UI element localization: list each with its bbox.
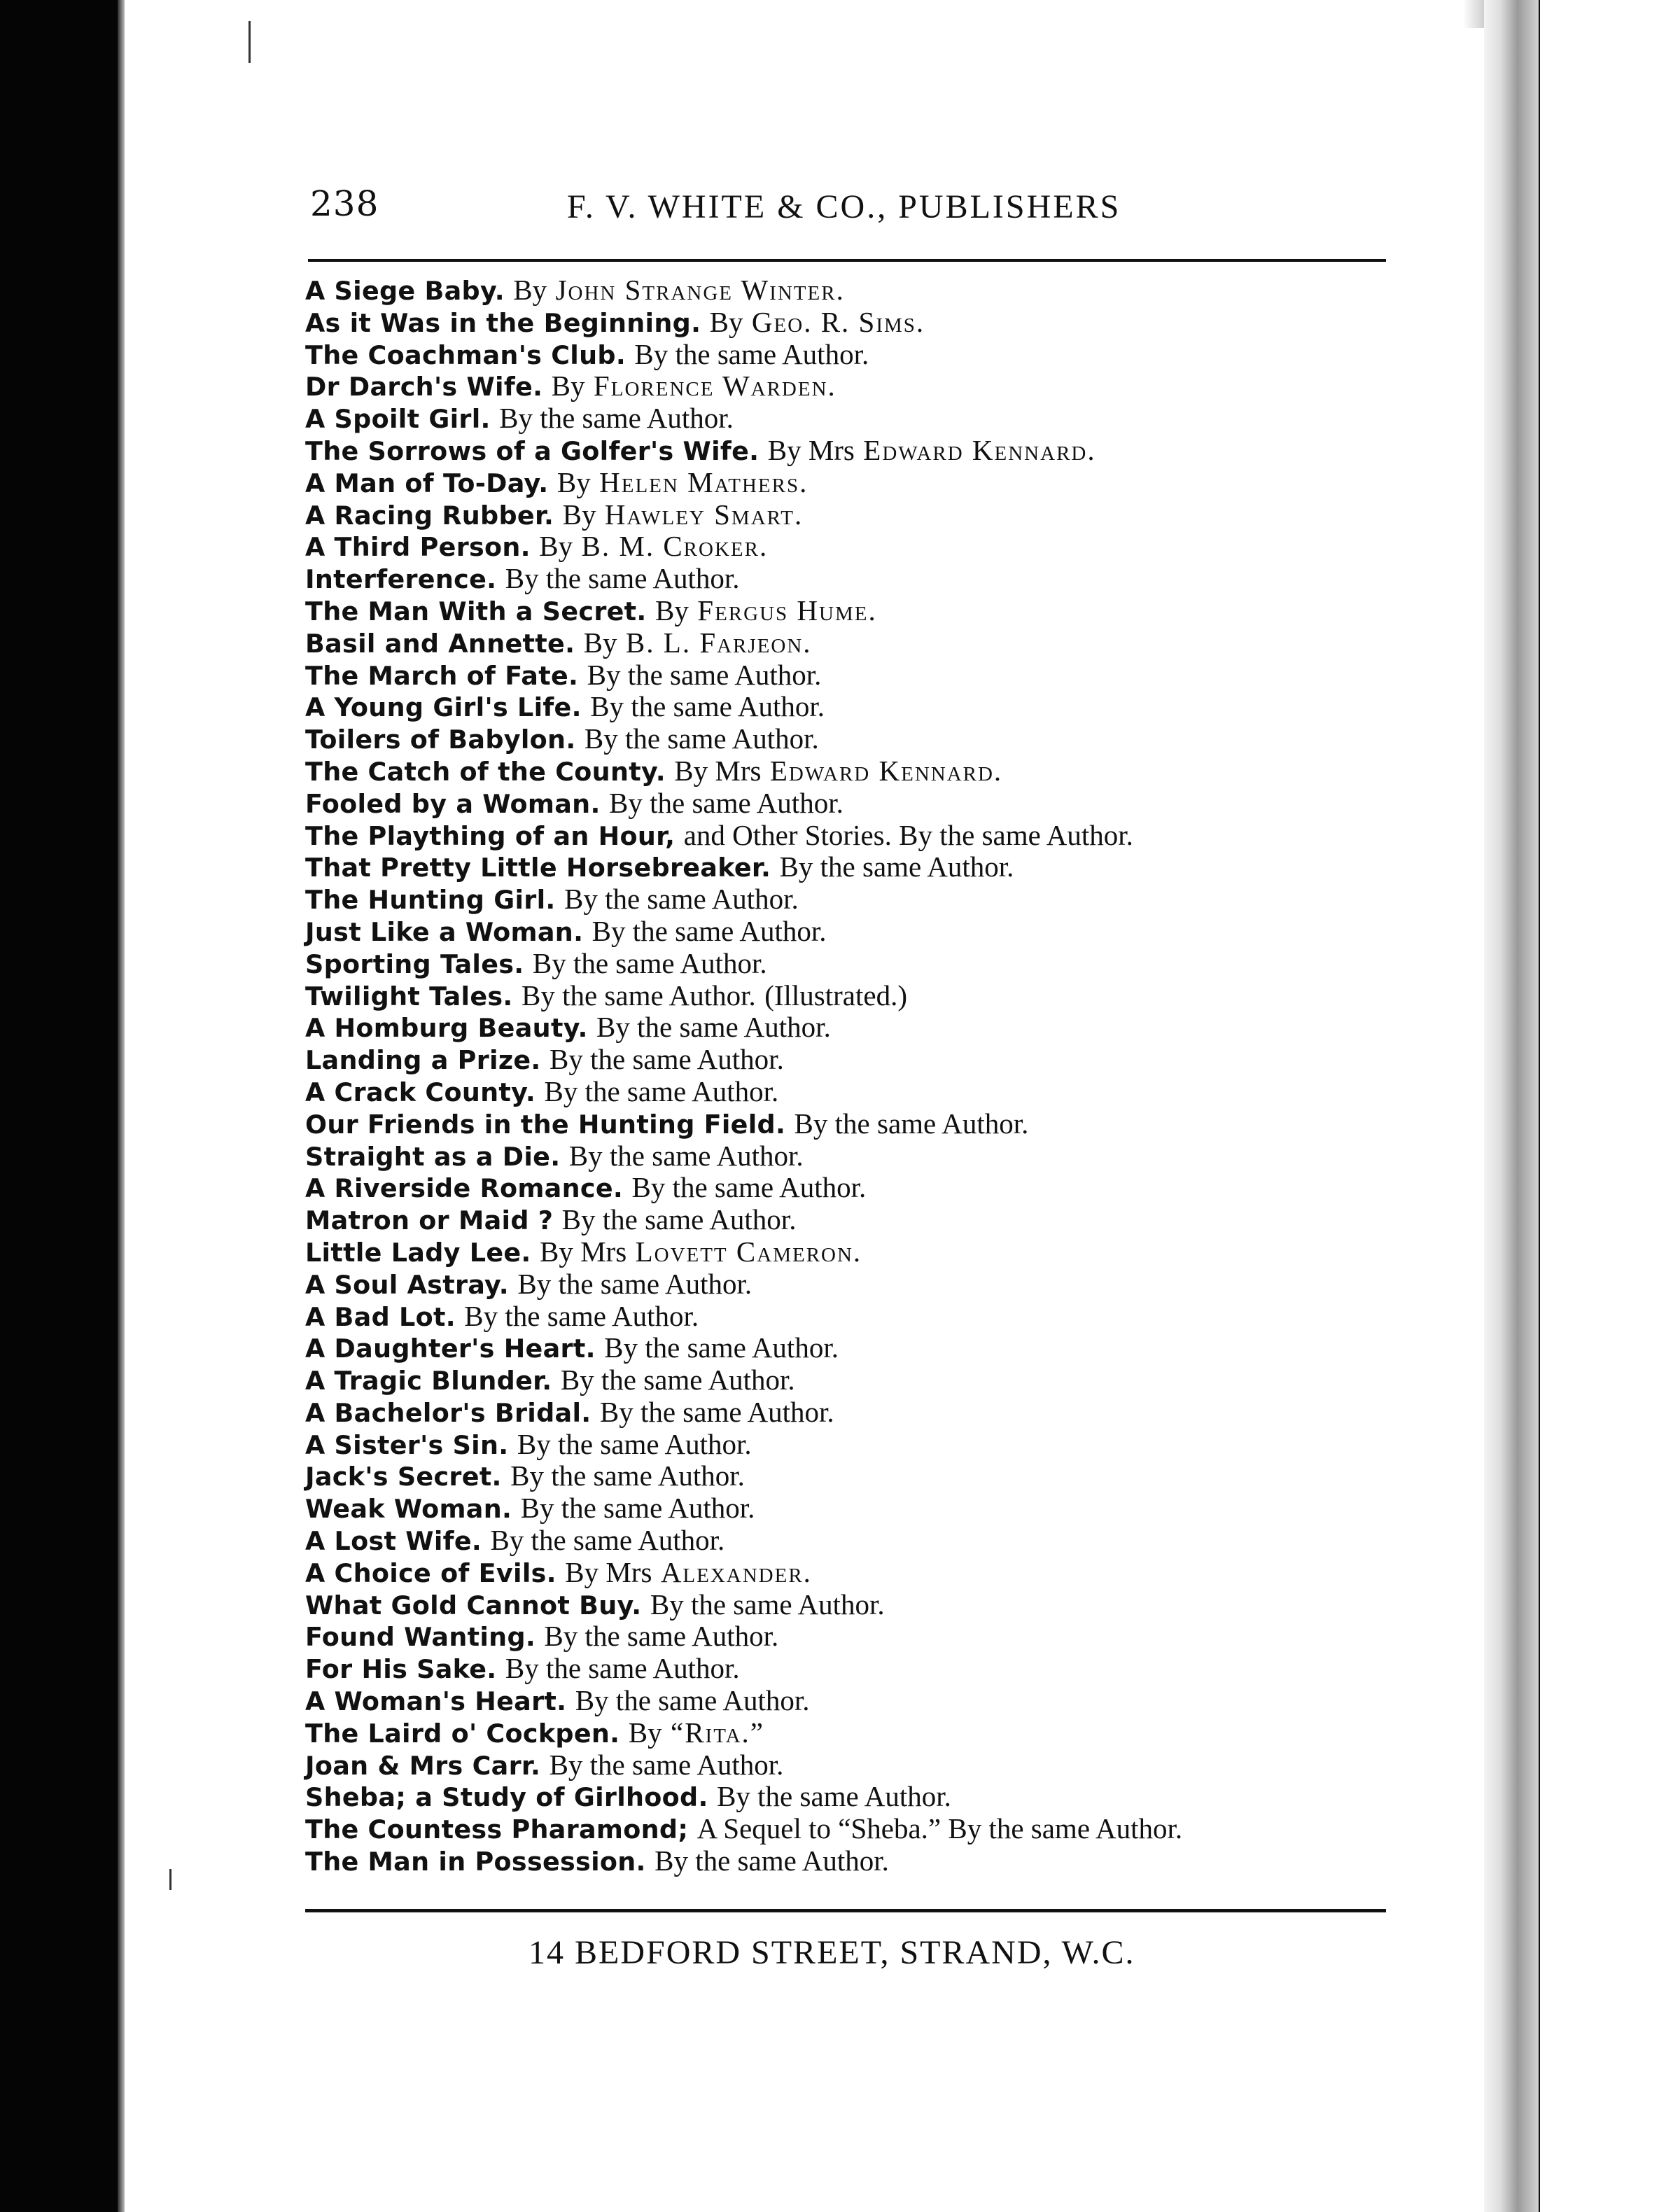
byline: By bbox=[628, 1716, 662, 1749]
byline: By the same Author. bbox=[549, 1748, 784, 1781]
list-item bbox=[305, 948, 1411, 980]
book-title: A Homburg Beauty. bbox=[305, 1013, 588, 1044]
book-title: Found Wanting. bbox=[305, 1622, 536, 1653]
byline: By bbox=[709, 305, 743, 338]
list-item bbox=[305, 1396, 1411, 1429]
book-title: Sheba; a Study of Girlhood. bbox=[305, 1782, 708, 1813]
book-list bbox=[305, 274, 1411, 1877]
book-title: A Woman's Heart. bbox=[305, 1686, 567, 1717]
byline: By the same Author. bbox=[568, 1139, 804, 1172]
scan-border-right bbox=[1540, 0, 1666, 2212]
book-gutter-shadow bbox=[1484, 0, 1540, 2212]
list-item bbox=[305, 1685, 1411, 1717]
book-title: A Third Person. bbox=[305, 532, 531, 563]
book-title: A Bachelor's Bridal. bbox=[305, 1397, 592, 1428]
list-item bbox=[305, 1172, 1411, 1204]
list-item bbox=[305, 1332, 1411, 1364]
byline: By bbox=[556, 465, 591, 498]
list-item bbox=[305, 1011, 1411, 1044]
byline: By the same Author. bbox=[604, 1331, 839, 1364]
scan-speck bbox=[169, 1869, 172, 1890]
author-name: Helen Mathers. bbox=[599, 465, 808, 498]
book-title: What Gold Cannot Buy. bbox=[305, 1590, 642, 1620]
list-item bbox=[305, 531, 1411, 563]
list-item bbox=[305, 755, 1411, 788]
byline: By the same Author. bbox=[490, 1524, 725, 1557]
book-title: A Daughter's Heart. bbox=[305, 1334, 596, 1364]
author-name: Hawley Smart. bbox=[604, 498, 804, 531]
byline: By the same Author. bbox=[560, 1364, 795, 1396]
list-item bbox=[305, 1813, 1411, 1845]
page-edge-shadow bbox=[118, 0, 125, 2212]
byline: By the same Author. bbox=[505, 1652, 740, 1685]
byline: By the same Author. bbox=[584, 722, 819, 755]
list-item bbox=[305, 563, 1411, 595]
author-name: John Strange Winter. bbox=[555, 274, 845, 306]
scan-border-left bbox=[0, 0, 118, 2212]
author-name: Florence Warden. bbox=[593, 370, 836, 402]
byline: By the same Author. bbox=[550, 1043, 784, 1076]
byline: By the same Author. bbox=[654, 1844, 889, 1877]
byline: By the same Author. bbox=[517, 1267, 752, 1300]
book-title: Little Lady Lee. bbox=[305, 1237, 531, 1268]
byline: By Mrs bbox=[540, 1235, 627, 1268]
book-title: The Countess Pharamond; bbox=[305, 1814, 689, 1845]
footer-rule bbox=[305, 1909, 1386, 1912]
book-title: A Man of To-Day. bbox=[305, 468, 549, 498]
author-name: Alexander. bbox=[660, 1555, 812, 1588]
author-name: “Rita.” bbox=[671, 1716, 764, 1749]
list-item bbox=[305, 1589, 1411, 1621]
book-title: A Siege Baby. bbox=[305, 276, 505, 306]
list-item bbox=[305, 916, 1411, 948]
book-title: Dr Darch's Wife. bbox=[305, 372, 543, 402]
book-title: Toilers of Babylon. bbox=[305, 724, 576, 755]
byline: By the same Author. bbox=[592, 914, 827, 947]
byline: By the same Author. bbox=[794, 1107, 1029, 1140]
byline: By the same Author. bbox=[596, 1011, 831, 1044]
byline: By bbox=[551, 370, 585, 402]
byline: By the same Author. bbox=[779, 850, 1014, 883]
page-number: 238 bbox=[310, 183, 379, 224]
entry-note: (Illustrated.) bbox=[764, 979, 907, 1011]
byline: By the same Author. bbox=[544, 1074, 779, 1107]
book-title: A Young Girl's Life. bbox=[305, 692, 582, 723]
book-title: Twilight Tales. bbox=[305, 981, 513, 1011]
list-item bbox=[305, 467, 1411, 499]
book-title: Straight as a Die. bbox=[305, 1141, 561, 1172]
byline: By the same Author. bbox=[631, 1171, 867, 1204]
book-title: The Laird o' Cockpen. bbox=[305, 1718, 620, 1749]
list-item bbox=[305, 1717, 1411, 1749]
byline: By the same Author. bbox=[590, 690, 825, 723]
byline: By Mrs bbox=[674, 754, 762, 787]
book-title: The Man With a Secret. bbox=[305, 596, 647, 626]
list-item bbox=[305, 370, 1411, 402]
byline: By the same Author. bbox=[634, 337, 869, 370]
list-item bbox=[305, 1364, 1411, 1396]
byline: By bbox=[583, 626, 617, 659]
list-item bbox=[305, 1460, 1411, 1492]
list-item bbox=[305, 1620, 1411, 1653]
book-title: The Coachman's Club. bbox=[305, 340, 626, 370]
author-name: B. L. Farjeon. bbox=[625, 626, 812, 659]
byline: By the same Author. bbox=[532, 946, 767, 979]
list-item bbox=[305, 1236, 1411, 1268]
byline: By bbox=[655, 594, 689, 626]
byline: By the same Author. bbox=[464, 1299, 699, 1332]
byline: A Sequel to “Sheba.” By the same Author. bbox=[696, 1812, 1183, 1845]
byline: By the same Author. bbox=[599, 1395, 834, 1428]
book-title: A Crack County. bbox=[305, 1077, 536, 1107]
byline: By bbox=[539, 530, 573, 563]
byline: By bbox=[513, 274, 547, 306]
list-item bbox=[305, 1108, 1411, 1140]
book-title: A Riverside Romance. bbox=[305, 1173, 624, 1204]
byline: By bbox=[562, 498, 596, 531]
list-item bbox=[305, 820, 1411, 852]
list-item bbox=[305, 1557, 1411, 1589]
list-item bbox=[305, 1492, 1411, 1525]
book-title: A Lost Wife. bbox=[305, 1526, 482, 1557]
list-item bbox=[305, 1429, 1411, 1461]
book-title: The Man in Possession. bbox=[305, 1847, 646, 1877]
list-item bbox=[305, 1140, 1411, 1172]
author-name: Edward Kennard. bbox=[769, 754, 1003, 787]
book-title: Sporting Tales. bbox=[305, 948, 524, 979]
byline: By the same Author. bbox=[505, 562, 740, 595]
book-title: A Tragic Blunder. bbox=[305, 1366, 552, 1396]
list-item bbox=[305, 1749, 1411, 1782]
list-item bbox=[305, 595, 1411, 627]
list-item bbox=[305, 339, 1411, 371]
byline: By the same Author. bbox=[650, 1588, 885, 1620]
byline: By Mrs bbox=[565, 1555, 652, 1588]
header-rule bbox=[308, 259, 1386, 262]
list-item bbox=[305, 659, 1411, 692]
author-name: Lovett Cameron. bbox=[635, 1235, 862, 1268]
author-name: Edward Kennard. bbox=[863, 433, 1096, 466]
list-item bbox=[305, 851, 1411, 883]
book-title: A Soul Astray. bbox=[305, 1269, 509, 1300]
author-name: Fergus Hume. bbox=[697, 594, 877, 626]
book-title: A Choice of Evils. bbox=[305, 1558, 556, 1588]
byline: By the same Author. bbox=[544, 1620, 779, 1653]
book-title: Basil and Annette. bbox=[305, 628, 575, 659]
book-title: Weak Woman. bbox=[305, 1494, 512, 1525]
book-title: The Hunting Girl. bbox=[305, 885, 556, 916]
book-title: The March of Fate. bbox=[305, 660, 579, 691]
book-title: The Catch of the County. bbox=[305, 756, 666, 787]
list-item bbox=[305, 627, 1411, 659]
author-name: Geo. R. Sims. bbox=[751, 305, 925, 338]
list-item bbox=[305, 1781, 1411, 1813]
list-item bbox=[305, 1044, 1411, 1076]
list-item bbox=[305, 1076, 1411, 1108]
book-title: As it Was in the Beginning. bbox=[305, 307, 701, 338]
byline: By the same Author. bbox=[510, 1460, 745, 1492]
list-item bbox=[305, 499, 1411, 531]
byline: By Mrs bbox=[767, 433, 855, 466]
page-corner-shadow bbox=[1463, 0, 1484, 28]
list-item bbox=[305, 883, 1411, 916]
book-title: A Sister's Sin. bbox=[305, 1429, 509, 1460]
author-name: B. M. Croker. bbox=[581, 530, 769, 563]
book-title: Matron or Maid ? bbox=[305, 1205, 554, 1236]
list-item bbox=[305, 1268, 1411, 1301]
book-title: The Plaything of an Hour, bbox=[305, 820, 676, 851]
list-item bbox=[305, 1845, 1411, 1877]
list-item bbox=[305, 274, 1411, 307]
running-head: F. V. WHITE & CO., PUBLISHERS bbox=[567, 188, 1121, 225]
byline: By the same Author. bbox=[520, 1492, 755, 1525]
list-item bbox=[305, 788, 1411, 820]
byline: By the same Author. bbox=[609, 786, 844, 819]
list-item bbox=[305, 307, 1411, 339]
book-title: Fooled by a Woman. bbox=[305, 788, 601, 819]
book-title: A Racing Rubber. bbox=[305, 500, 554, 531]
byline: and Other Stories. By the same Author. bbox=[683, 818, 1133, 851]
byline: By the same Author. bbox=[575, 1684, 810, 1717]
byline: By the same Author. bbox=[717, 1780, 951, 1813]
scan-speck bbox=[248, 21, 251, 63]
list-item bbox=[305, 1301, 1411, 1333]
byline: By the same Author. bbox=[561, 1203, 797, 1236]
list-item bbox=[305, 1653, 1411, 1685]
book-title: That Pretty Little Horsebreaker. bbox=[305, 853, 771, 883]
book-title: For His Sake. bbox=[305, 1654, 497, 1685]
list-item bbox=[305, 723, 1411, 755]
publisher-address: 14 BEDFORD STREET, STRAND, W.C. bbox=[528, 1934, 1135, 1971]
list-item bbox=[305, 980, 1411, 1012]
byline: By the same Author. bbox=[564, 883, 799, 916]
book-title: A Spoilt Girl. bbox=[305, 404, 491, 435]
byline: By the same Author. bbox=[587, 658, 822, 691]
byline: By the same Author. bbox=[499, 402, 734, 435]
list-item bbox=[305, 1525, 1411, 1557]
byline: By the same Author. bbox=[517, 1427, 752, 1460]
book-title: Just Like a Woman. bbox=[305, 916, 584, 947]
list-item bbox=[305, 691, 1411, 723]
book-title: The Sorrows of a Golfer's Wife. bbox=[305, 435, 760, 466]
list-item bbox=[305, 435, 1411, 467]
book-title: Jack's Secret. bbox=[305, 1462, 502, 1492]
byline: By the same Author. bbox=[522, 979, 756, 1011]
book-title: A Bad Lot. bbox=[305, 1301, 456, 1332]
book-title: Our Friends in the Hunting Field. bbox=[305, 1109, 786, 1140]
book-title: Landing a Prize. bbox=[305, 1045, 541, 1076]
list-item bbox=[305, 402, 1411, 435]
book-title: Interference. bbox=[305, 564, 497, 595]
list-item bbox=[305, 1204, 1411, 1236]
book-title: Joan & Mrs Carr. bbox=[305, 1750, 541, 1781]
